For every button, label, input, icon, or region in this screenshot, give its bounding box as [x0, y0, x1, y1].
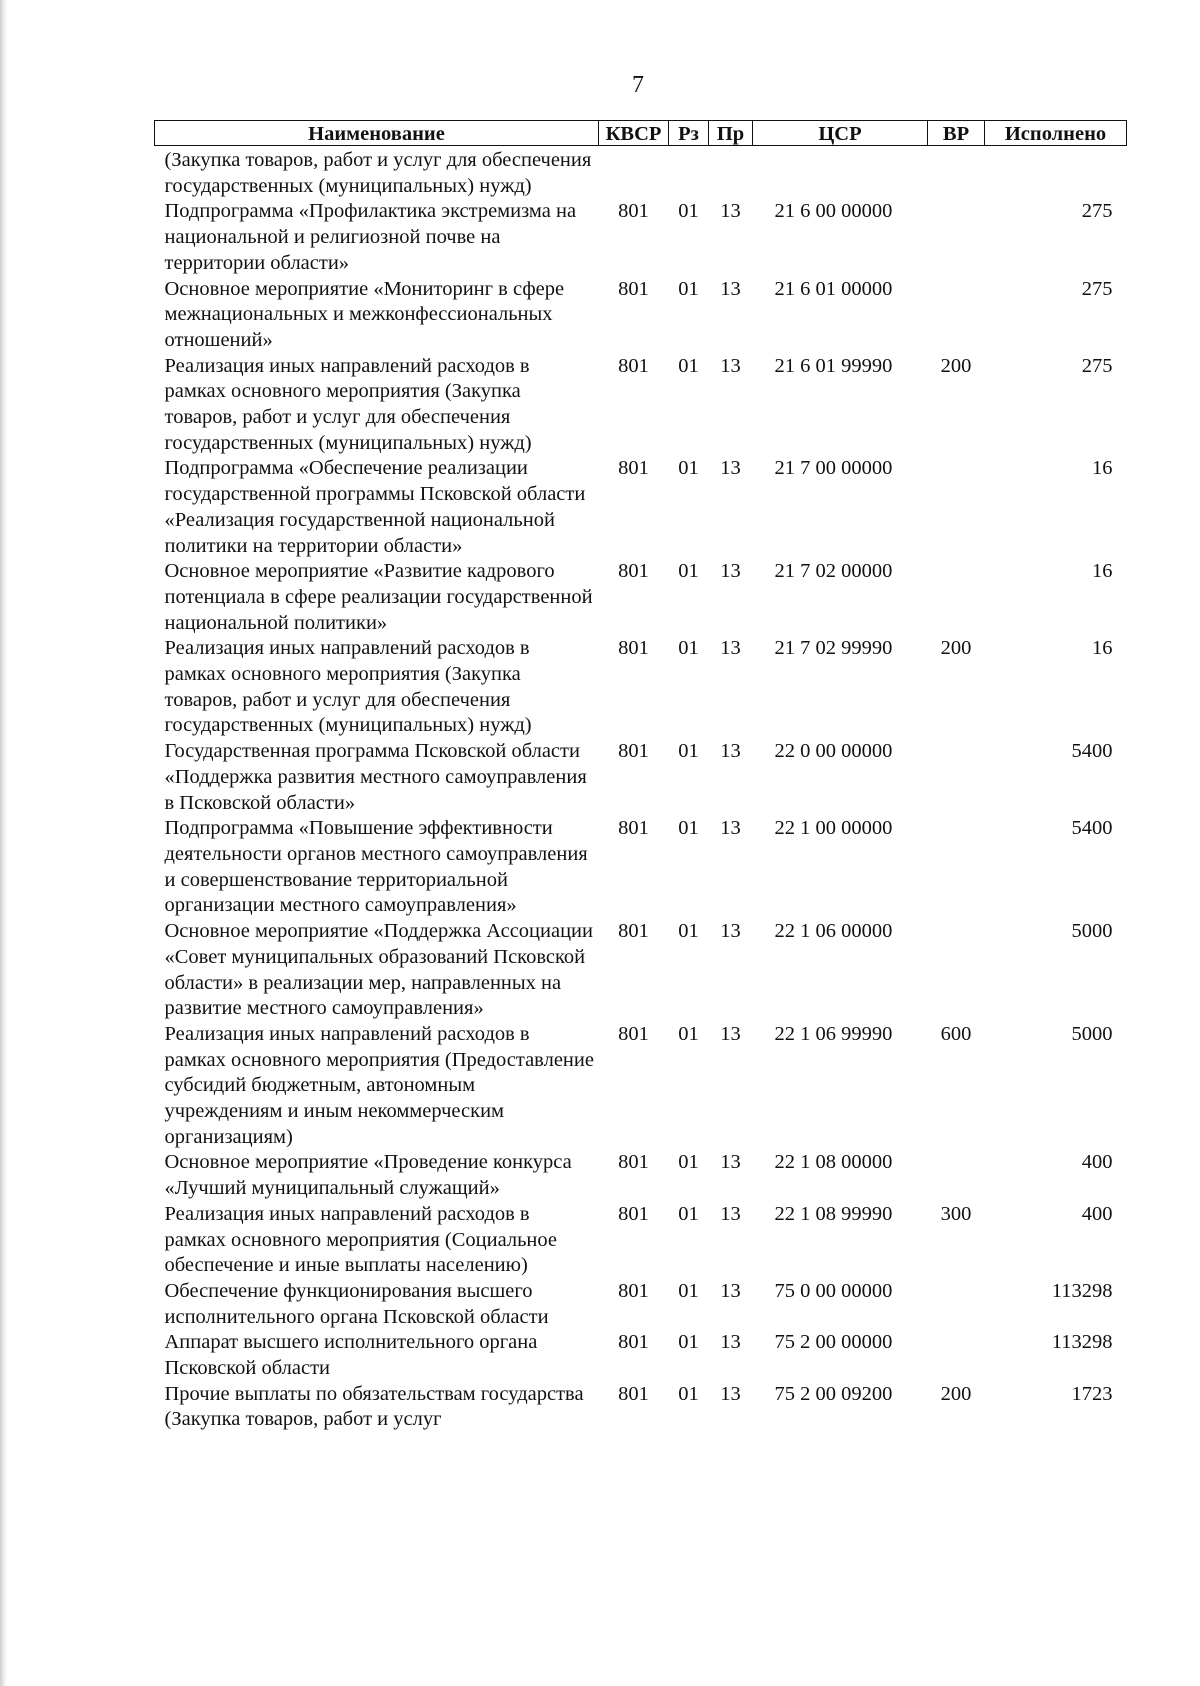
cell-pr: 13: [720, 1151, 741, 1174]
cell-csr: 21 6 01 00000: [774, 277, 893, 300]
cell-isp: 1723: [1071, 1382, 1113, 1405]
cell-pr: 13: [720, 637, 741, 660]
cell-kvsr: 801: [618, 740, 649, 763]
cell-name: Аппарат высшего исполнительного органа Псковской области: [164, 1331, 538, 1380]
cell-rz: 01: [678, 560, 699, 583]
cell-pr: 13: [720, 457, 741, 480]
table-row: [155, 1150, 1127, 1201]
cell-csr: 75 2 00 00000: [774, 1331, 893, 1354]
cell-rz: 01: [678, 457, 699, 480]
cell-vr: [928, 1330, 985, 1381]
table-row: [155, 354, 1127, 457]
cell-pr: 13: [720, 1279, 741, 1302]
header-rz: Рз: [669, 121, 709, 146]
table-row: [155, 816, 1127, 919]
cell-rz: 01: [678, 1022, 699, 1045]
cell-kvsr: 801: [618, 1022, 649, 1045]
cell-csr: 21 7 00 00000: [774, 457, 893, 480]
cell-isp: 113298: [1051, 1279, 1113, 1302]
table-row: [155, 199, 1127, 276]
table-row: [155, 636, 1127, 739]
cell-csr: 22 1 00 00000: [774, 817, 893, 840]
cell-pr: 13: [720, 1202, 741, 1225]
cell-rz: 01: [678, 200, 699, 223]
cell-vr: 200: [940, 354, 972, 377]
cell-vr: [928, 199, 985, 276]
cell-vr: [928, 1150, 985, 1201]
cell-name: Реализация иных направлений расходов в рамках основного мероприятия (Социальное обеспечение и иные выплаты населению): [164, 1202, 557, 1277]
cell-name: Основное мероприятие «Мониторинг в сфере межнациональных и межконфессиональных отношений»: [164, 277, 565, 351]
cell-isp: 5000: [1071, 920, 1113, 943]
cell-pr: 13: [720, 1022, 741, 1045]
cell-isp: 275: [1081, 200, 1113, 223]
cell-pr: 13: [720, 200, 741, 223]
cell-vr: [928, 559, 985, 636]
header-isp: Исполнено: [985, 121, 1127, 146]
cell-kvsr: 801: [618, 1331, 649, 1354]
table-row: [155, 559, 1127, 636]
cell-csr: 21 7 02 00000: [774, 560, 893, 583]
cell-pr: 13: [720, 740, 741, 763]
cell-rz: 01: [678, 1279, 699, 1302]
cell-name: Подпрограмма «Повышение эффективности деятельности органов местного самоуправления и совершенствование территориальной организации местного самоуправления»: [164, 817, 588, 917]
table-row: [155, 1382, 1127, 1433]
cell-kvsr: 801: [618, 920, 649, 943]
cell-pr: 13: [720, 920, 741, 943]
cell-kvsr: 801: [618, 817, 649, 840]
scan-edge: [0, 0, 7, 1686]
cell-kvsr: 801: [618, 1202, 649, 1225]
cell-csr: 21 6 00 00000: [774, 200, 893, 223]
cell-rz: 01: [678, 1382, 699, 1405]
cell-name: Реализация иных направлений расходов в рамках основного мероприятия (Закупка товаров, работ и услуг для обеспечения государственных (муниципальных) нужд): [164, 637, 532, 737]
cell-name: Обеспечение функционирования высшего исполнительного органа Псковской области: [164, 1279, 549, 1328]
table-row: [155, 456, 1127, 559]
cell-kvsr: 801: [618, 1382, 649, 1405]
table-row: [155, 146, 1127, 200]
cell-isp: 5400: [1071, 740, 1113, 763]
page-number: 7: [632, 72, 644, 98]
cell-csr: 22 0 00 00000: [774, 740, 893, 763]
cell-name: Реализация иных направлений расходов в рамках основного мероприятия (Закупка товаров, работ и услуг для обеспечения государственных (муниципальных) нужд): [164, 354, 532, 454]
cell-vr: [928, 456, 985, 559]
cell-name: Основное мероприятие «Проведение конкурса «Лучший муниципальный служащий»: [164, 1151, 572, 1200]
table-header: [155, 121, 1127, 146]
cell-isp: 16: [1092, 637, 1113, 660]
cell-csr: [753, 146, 928, 200]
table-row: [155, 277, 1127, 354]
cell-csr: 22 1 08 99990: [774, 1202, 893, 1225]
cell-rz: 01: [678, 1151, 699, 1174]
cell-pr: [709, 146, 753, 200]
table-body: [155, 146, 1127, 1434]
cell-isp: 5400: [1071, 817, 1113, 840]
cell-rz: 01: [678, 920, 699, 943]
table-row: [155, 1279, 1127, 1330]
cell-vr: [928, 277, 985, 354]
table-row: [155, 1202, 1127, 1279]
cell-rz: [669, 146, 709, 200]
header-row: [155, 121, 1127, 146]
cell-isp: 5000: [1071, 1022, 1113, 1045]
cell-vr: 200: [940, 1382, 972, 1405]
cell-csr: 22 1 06 00000: [774, 920, 893, 943]
cell-name: Основное мероприятие «Поддержка Ассоциации «Совет муниципальных образований Псковской области» в реализации мер, направленных на развитие местного самоуправления»: [164, 920, 593, 1020]
cell-kvsr: 801: [618, 354, 649, 377]
cell-csr: 75 0 00 00000: [774, 1279, 893, 1302]
cell-isp: [985, 146, 1127, 200]
cell-kvsr: 801: [618, 200, 649, 223]
cell-vr: 600: [940, 1022, 972, 1045]
cell-csr: 21 6 01 99990: [774, 354, 893, 377]
cell-vr: [928, 739, 985, 816]
cell-csr: 22 1 08 00000: [774, 1151, 893, 1174]
cell-kvsr: 801: [618, 457, 649, 480]
cell-rz: 01: [678, 817, 699, 840]
cell-rz: 01: [678, 354, 699, 377]
cell-pr: 13: [720, 1382, 741, 1405]
cell-vr: 300: [940, 1202, 972, 1225]
cell-name: Подпрограмма «Профилактика экстремизма на национальной и религиозной почве на территории области»: [164, 200, 577, 274]
cell-kvsr: 801: [618, 277, 649, 300]
cell-vr: [928, 1279, 985, 1330]
cell-isp: 400: [1081, 1202, 1113, 1225]
cell-isp: 275: [1081, 354, 1113, 377]
cell-rz: 01: [678, 1331, 699, 1354]
cell-name: Реализация иных направлений расходов в рамках основного мероприятия (Предоставление субсидий бюджетным, автономным учреждениям и иным некоммерческим организациям): [164, 1022, 594, 1148]
table-row: [155, 919, 1127, 1022]
cell-isp: 275: [1081, 277, 1113, 300]
cell-kvsr: 801: [618, 1279, 649, 1302]
cell-pr: 13: [720, 560, 741, 583]
header-pr: Пр: [709, 121, 753, 146]
cell-vr: 200: [940, 637, 972, 660]
cell-rz: 01: [678, 277, 699, 300]
cell-name: Подпрограмма «Обеспечение реализации государственной программы Псковской области «Реализация государственной национальной политики на территории области»: [164, 457, 586, 557]
cell-pr: 13: [720, 277, 741, 300]
budget-table: [154, 120, 1127, 1433]
cell-kvsr: 801: [618, 560, 649, 583]
cell-vr: [928, 919, 985, 1022]
cell-csr: 22 1 06 99990: [774, 1022, 893, 1045]
cell-kvsr: [599, 146, 669, 200]
cell-vr: [928, 146, 985, 200]
header-vr: ВР: [928, 121, 985, 146]
table-row: [155, 1330, 1127, 1381]
header-csr: ЦСР: [753, 121, 928, 146]
cell-isp: 113298: [1051, 1331, 1113, 1354]
cell-csr: 21 7 02 99990: [774, 637, 893, 660]
cell-pr: 13: [720, 354, 741, 377]
cell-rz: 01: [678, 740, 699, 763]
cell-name: (Закупка товаров, работ и услуг для обеспечения государственных (муниципальных) нужд): [164, 149, 592, 197]
cell-vr: [928, 816, 985, 919]
cell-name: Государственная программа Псковской области «Поддержка развития местного самоуправления в Псковской области»: [164, 740, 587, 814]
cell-isp: 400: [1081, 1151, 1113, 1174]
cell-csr: 75 2 00 09200: [774, 1382, 893, 1405]
cell-isp: 16: [1092, 560, 1113, 583]
cell-rz: 01: [678, 1202, 699, 1225]
cell-pr: 13: [720, 817, 741, 840]
cell-kvsr: 801: [618, 1151, 649, 1174]
cell-name: Основное мероприятие «Развитие кадрового потенциала в сфере реализации государственной национальной политики»: [164, 560, 593, 634]
table-row: [155, 739, 1127, 816]
cell-name: Прочие выплаты по обязательствам государства (Закупка товаров, работ и услуг: [164, 1382, 584, 1431]
table-row: [155, 1022, 1127, 1151]
cell-isp: 16: [1092, 457, 1113, 480]
cell-rz: 01: [678, 637, 699, 660]
header-kvsr: КВСР: [599, 121, 669, 146]
cell-kvsr: 801: [618, 637, 649, 660]
header-name: Наименование: [155, 121, 599, 146]
cell-pr: 13: [720, 1331, 741, 1354]
